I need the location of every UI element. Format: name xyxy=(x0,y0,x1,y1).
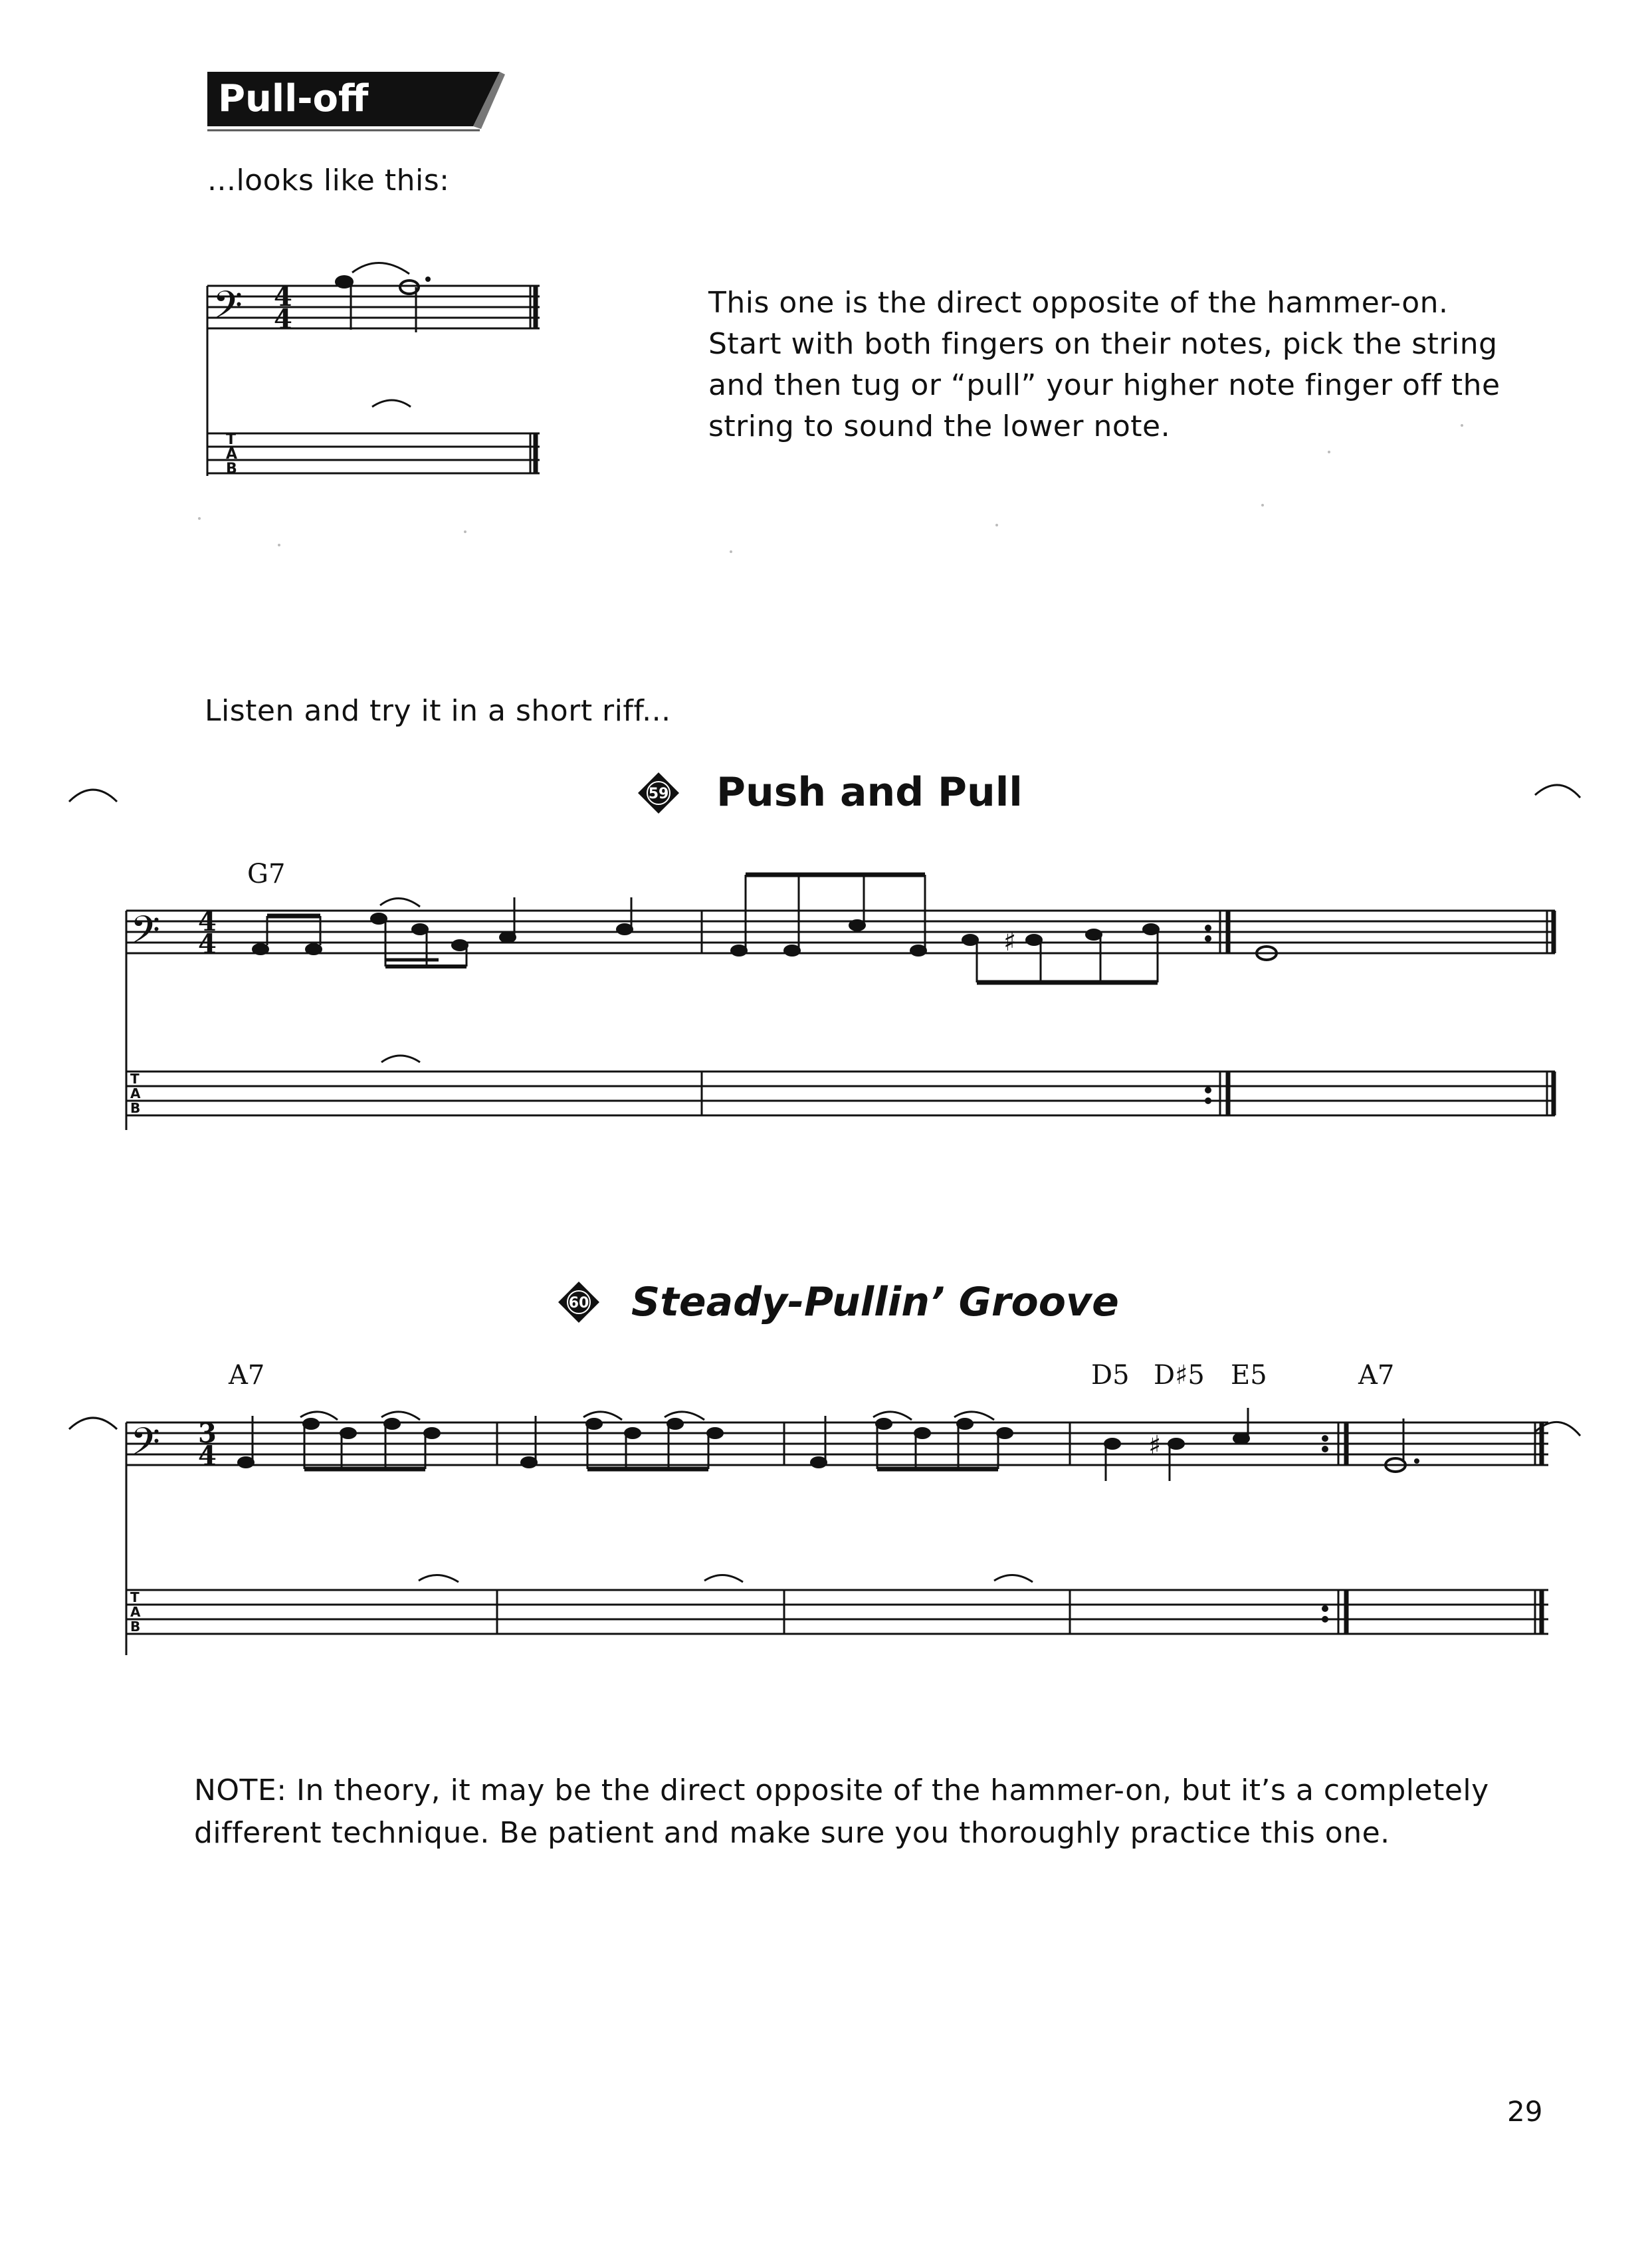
description-text: This one is the direct opposite of the hammer-on. Start with both fingers on their notes, pick the string and then tug or “pull” your higher note finger off the string to sound the lower note. xyxy=(708,286,1500,443)
song-title: Steady-Pullin’ Groove xyxy=(631,1279,1119,1325)
svg-text:A: A xyxy=(130,1085,141,1101)
svg-text:4: 4 xyxy=(274,304,292,335)
chord-symbol: A7 xyxy=(1358,1360,1395,1391)
page-curl-mark xyxy=(69,790,117,802)
svg-text:B: B xyxy=(130,1100,141,1116)
svg-text:4: 4 xyxy=(198,906,217,937)
track-number: 60 xyxy=(568,1295,589,1311)
chord-symbol: D5 xyxy=(1091,1360,1130,1391)
note-text: NOTE: In theory, it may be the direct opposite of the hammer-on, but it’s a completely different technique. Be patient and make sure you thoroughly practice this one. xyxy=(194,1773,1489,1850)
svg-text:T: T xyxy=(130,1589,140,1605)
svg-text:♯: ♯ xyxy=(1148,1430,1162,1461)
svg-text:4: 4 xyxy=(198,1440,217,1472)
example-tab xyxy=(207,433,540,473)
chord-symbol: A7 xyxy=(229,1360,265,1391)
svg-text:B: B xyxy=(130,1619,141,1635)
svg-text:4: 4 xyxy=(274,281,292,312)
track-number: 59 xyxy=(648,786,669,802)
tab-letter: A xyxy=(226,446,238,463)
chord-symbol: E5 xyxy=(1231,1360,1267,1391)
svg-text:𝄢: 𝄢 xyxy=(213,283,243,337)
song2-staff xyxy=(126,1408,1548,1655)
tab-letter: B xyxy=(226,461,237,477)
svg-text:♯: ♯ xyxy=(1003,927,1017,957)
intro-text: ...looks like this: xyxy=(207,164,450,197)
tab-letter: T xyxy=(226,431,237,448)
svg-text:T: T xyxy=(130,1071,140,1087)
song1-staff xyxy=(126,875,1555,1130)
svg-text:A: A xyxy=(130,1604,141,1620)
svg-text:3: 3 xyxy=(198,1418,217,1449)
listen-text: Listen and try it in a short riff... xyxy=(205,694,671,728)
song-title: Push and Pull xyxy=(716,769,1023,816)
page-number: 29 xyxy=(1507,2095,1543,2128)
svg-text:𝄢: 𝄢 xyxy=(130,907,161,962)
chord-symbol: G7 xyxy=(247,859,286,889)
svg-text:𝄢: 𝄢 xyxy=(130,1419,161,1474)
page-curl-mark xyxy=(1535,785,1580,798)
svg-text:4: 4 xyxy=(198,929,217,960)
section-heading: Pull-off xyxy=(218,77,369,120)
chord-symbol: D♯5 xyxy=(1154,1360,1205,1391)
page-curl-mark xyxy=(69,1418,117,1429)
